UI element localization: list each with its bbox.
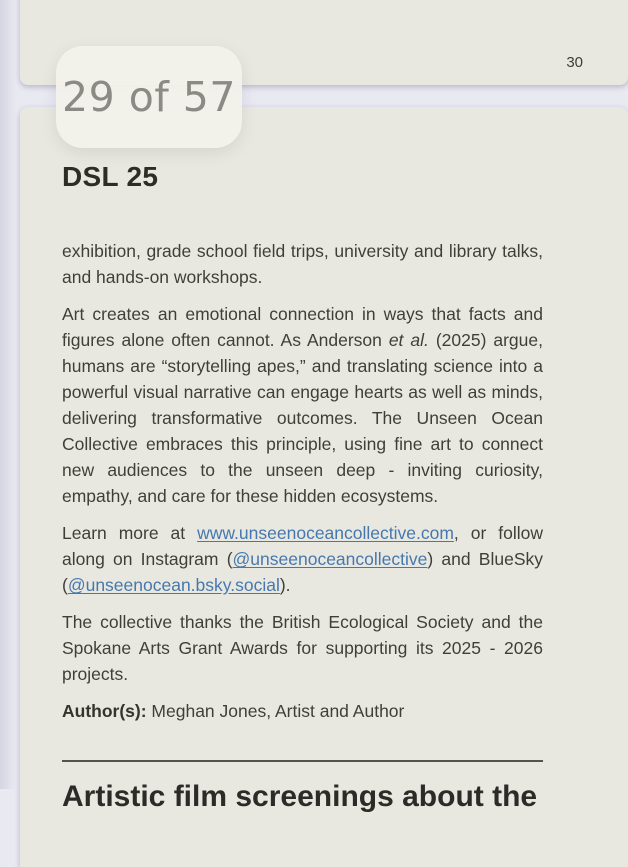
previous-page-number: 30: [566, 54, 583, 71]
page-content: [20, 107, 543, 816]
page-title: DSL 25: [62, 161, 159, 192]
paragraph-exhibition: exhibition, grade school field trips, university and library talks, and hands-on workshops.: [62, 241, 543, 287]
current-page-card: [20, 107, 628, 867]
paragraph-links: [62, 520, 543, 598]
author-label: Author(s):: [62, 701, 147, 721]
paragraph-text: ).: [279, 575, 291, 595]
bluesky-link[interactable]: @unseenocean.bsky.social: [67, 575, 280, 595]
paragraph-text: ) and BlueSky (: [62, 549, 543, 595]
paragraph-text: , or follow along on Instagram (: [62, 523, 544, 569]
paragraph-art-connection: [62, 301, 543, 509]
paragraph-text: (2025) argue, humans are “storytelling apes,” and translating science into a powerful visual narrative can engage hearts as well as minds, delivering transformative outcomes. The Unseen Ocean Collective embraces this principle, using fine art to connect new audiences to the unseen deep - inviting curiosity, empathy, and care for these hidden ecosystems.: [62, 330, 543, 506]
next-section-heading: Artistic film screenings about the: [62, 780, 538, 813]
paragraph-text: Art creates an emotional connection in ways that facts and figures alone often cannot. As Anderson: [62, 304, 543, 350]
page-indicator-text: 29 of 57: [62, 73, 236, 121]
et-al-italic: et al.: [388, 330, 429, 350]
page-indicator-toast: [56, 46, 242, 148]
website-link[interactable]: www.unseenoceancollective.com: [197, 523, 454, 543]
author-value: Meghan Jones, Artist and Author: [146, 701, 405, 721]
paragraph-acknowledgements: The collective thanks the British Ecological Society and the Spokane Arts Grant Awards for supporting its 2025 - 2026 projects.: [62, 612, 543, 684]
paragraph-author: [62, 698, 543, 724]
paragraph-text: Learn more at: [62, 523, 198, 543]
left-edge-shadow: [0, 0, 16, 789]
body-text: [62, 238, 543, 724]
instagram-link[interactable]: @unseenoceancollective: [232, 549, 428, 569]
section-divider: [62, 760, 543, 762]
